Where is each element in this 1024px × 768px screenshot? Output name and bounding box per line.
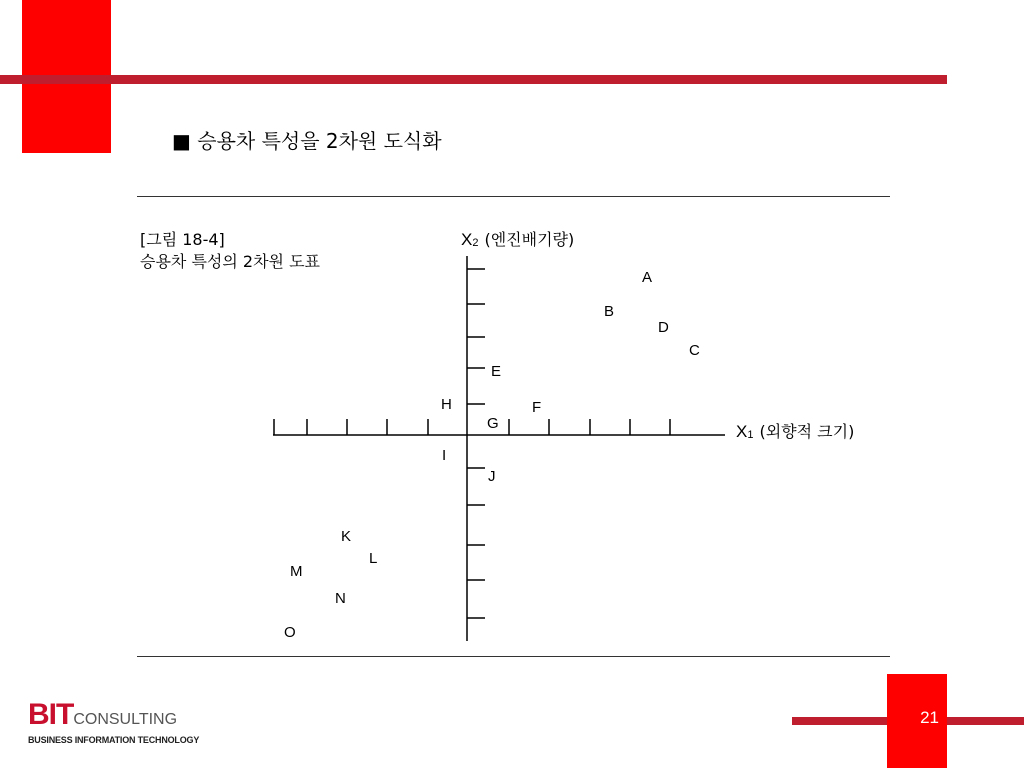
logo-tagline: BUSINESS INFORMATION TECHNOLOGY — [28, 735, 200, 745]
point-label-b: B — [604, 303, 615, 320]
point-label-c: C — [689, 342, 700, 359]
point-label-m: M — [290, 563, 303, 580]
logo-bit: BIT — [28, 698, 74, 731]
point-label-o: O — [284, 624, 296, 641]
page-number: 21 — [920, 708, 939, 727]
point-label-n: N — [335, 590, 346, 607]
figure-number: [그림 18-4] — [140, 230, 225, 249]
point-label-a: A — [642, 269, 653, 286]
y-axis-title: X2 (엔진배기량) — [461, 230, 575, 249]
point-label-i: I — [442, 447, 447, 464]
point-label-h: H — [441, 396, 452, 413]
company-logo — [28, 700, 199, 745]
point-label-f: F — [532, 399, 542, 416]
x-axis-ticks — [274, 419, 670, 435]
logo-consulting: CONSULTING — [73, 711, 178, 728]
x-axis-title: X1 (외향적 크기) — [736, 422, 855, 441]
point-label-l: L — [369, 550, 378, 567]
y-axis-ticks — [467, 269, 485, 618]
figure-description: 승용차 특성의 2차원 도표 — [140, 252, 320, 271]
point-label-j: J — [488, 468, 496, 485]
slide-title: ■ 승용차 특성을 2차원 도식화 — [172, 129, 442, 153]
point-label-g: G — [487, 415, 499, 432]
point-label-d: D — [658, 319, 669, 336]
point-label-k: K — [341, 528, 352, 545]
point-label-e: E — [491, 363, 502, 380]
